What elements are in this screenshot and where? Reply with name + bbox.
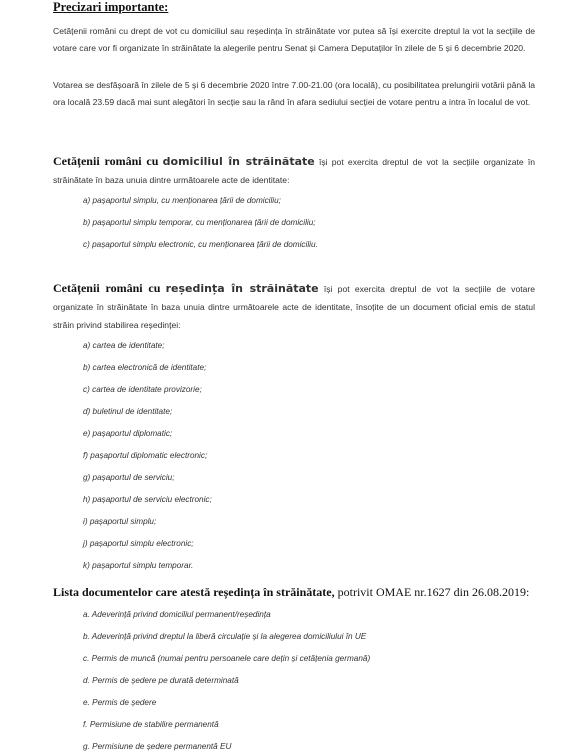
resedinta-item: k) pașaportul simplu temporar.	[83, 561, 194, 570]
resedinta-item: i) pașaportul simplu;	[83, 517, 157, 526]
domiciliu-section-intro	[53, 152, 535, 189]
resedinta-item: f) pașaportul diplomatic electronic;	[83, 451, 208, 460]
resedinta-highlight: reședința în străinătate	[165, 282, 319, 295]
lista-item: c. Permis de muncă (numai pentru persoanele care dețin și cetățenia germană)	[83, 654, 371, 663]
intro-paragraph-2: Votarea se desfășoară în zilele de 5 și 6 decembrie 2020 între 7.00-21.00 (ora locală), cu posibilitatea prelungirii votării până la ora locală 23.59 dacă mai sunt alegători în secție sau la rând în afara sediului secției de votare pentru a intra în localul de vot.	[53, 80, 536, 107]
resedinta-item: e) pașaportul diplomatic;	[83, 429, 173, 438]
domiciliu-item: a) pașaportul simplu, cu menționarea țării de domiciliu;	[83, 196, 281, 205]
domiciliu-lead: Cetățenii români cu	[53, 154, 159, 168]
lista-reference: potrivit OMAE nr.1627 din 26.08.2019:	[337, 585, 530, 599]
domiciliu-item: c) pașaportul simplu electronic, cu menționarea țării de domiciliu.	[83, 240, 318, 249]
domiciliu-highlight: domiciliul în străinătate	[162, 155, 315, 168]
lista-documente-heading	[53, 585, 529, 600]
page-heading: Precizari importante:	[53, 0, 169, 14]
resedinta-text: își pot exercita dreptul de vot la secțiile de votare organizate în străinătate în baza unuia dintre următoarele acte de identitate, însoțite de un document oficial emis de statul străin privind stabilirea reședinței:	[53, 284, 536, 330]
resedinta-item: c) cartea de identitate provizorie;	[83, 385, 202, 394]
resedinta-section-intro	[53, 279, 535, 334]
resedinta-lead: Cetățenii români cu	[53, 281, 161, 295]
resedinta-item: a) cartea de identitate;	[83, 341, 165, 350]
intro-paragraph-1: Cetățenii români cu drept de vot cu domiciliul sau reședința în străinătate vor putea să își exercite dreptul la vot la secțiile de votare care vor fi organizate în străinătate la alegerile pentru Senat și Camera Deputaților în zilele de 5 și 6 decembrie 2020.	[53, 26, 535, 53]
resedinta-item: j) pașaportul simplu electronic;	[83, 539, 194, 548]
resedinta-item: b) cartea electronică de identitate;	[83, 363, 207, 372]
domiciliu-text: își pot exercita dreptul de vot la secțiile organizate în străinătate în baza unuia dintre următoarele acte de identitate:	[53, 157, 536, 185]
resedinta-item: h) pașaportul de serviciu electronic;	[83, 495, 212, 504]
lista-item: a. Adeverință privind domiciliul permanent/reședința	[83, 610, 271, 619]
domiciliu-item: b) pașaportul simplu temporar, cu menționarea țării de domiciliu;	[83, 218, 316, 227]
lista-item: f. Permisiune de stabilire permanentă	[83, 720, 219, 729]
lista-title: Lista documentelor care atestă reședința în străinătate,	[53, 585, 335, 599]
lista-item: d. Permis de ședere pe durată determinată	[83, 676, 239, 685]
lista-item: b. Adeverință privind dreptul la liberă circulație și la alegerea domiciliului în UE	[83, 632, 367, 641]
lista-item: e. Permis de ședere	[83, 698, 157, 707]
lista-item: g. Permisiune de ședere permanentă EU	[83, 742, 232, 751]
resedinta-item: g) pașaportul de serviciu;	[83, 473, 175, 482]
resedinta-item: d) buletinul de identitate;	[83, 407, 173, 416]
